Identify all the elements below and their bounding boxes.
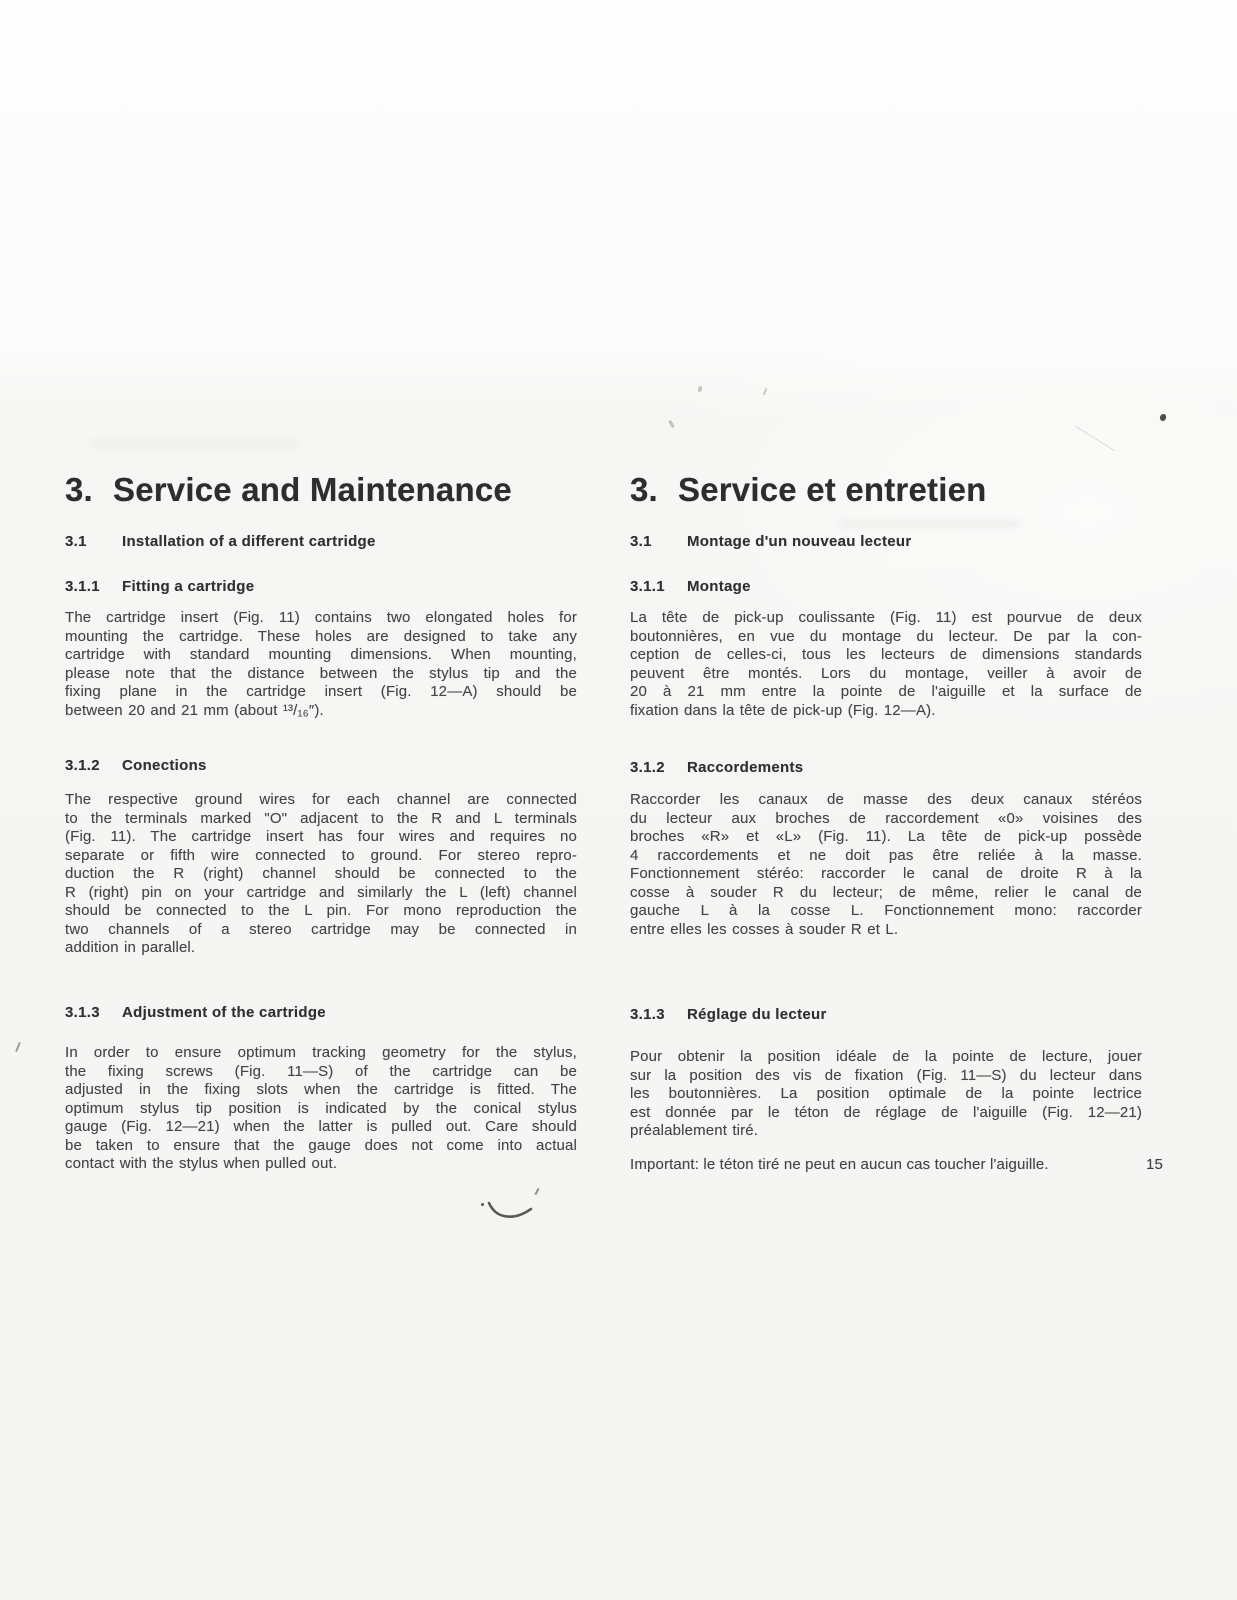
text-line: cosse à souder R du lecteur; de même, relier le canal de xyxy=(630,883,1142,901)
text-line: the fixing screws (Fig. 11—S) of the cartridge can be xyxy=(65,1062,577,1080)
important-note-row xyxy=(630,1156,1163,1173)
scan-speck xyxy=(668,420,675,428)
page-title-english xyxy=(65,471,512,509)
text-line: 4 raccordements et ne doit pas être reliée à la masse. xyxy=(630,846,1142,864)
section-number: 3.1.1 xyxy=(65,578,100,595)
text-line: gauche L à la cosse L. Fonctionnement mono: raccorder xyxy=(630,902,1142,919)
text-line: two channels of a stereo cartridge may be connected in xyxy=(65,920,577,938)
ink-fleck xyxy=(534,1188,539,1195)
section-title: Installation of a different cartridge xyxy=(122,533,376,550)
scan-speck xyxy=(763,388,768,395)
page-number: 15 xyxy=(1146,1156,1163,1173)
text-line: The respective ground wires for each channel are connected xyxy=(65,791,577,808)
section-heading-en-3-1-3 xyxy=(65,1004,326,1021)
section-number: 3.1.3 xyxy=(630,1006,665,1023)
text-line: broches «R» et «L» (Fig. 11). La tête de pick-up possède xyxy=(630,828,1142,845)
text-line: fixation dans la tête de pick-up (Fig. 12—A). xyxy=(630,701,936,719)
section-title: Montage xyxy=(687,578,751,595)
text-line: adjusted in the fixing slots when the cartridge is fitted. The xyxy=(65,1081,577,1098)
text-line: Pour obtenir la position idéale de la pointe de lecture, jouer xyxy=(630,1048,1142,1065)
title-text: Service et entretien xyxy=(678,471,987,509)
text-line: separate or fifth wire connected to ground. For stereo repro- xyxy=(65,846,577,864)
text-line: boutonnières, en vue du montage du lecteur. De par la con- xyxy=(630,627,1142,645)
section-title: Fitting a cartridge xyxy=(122,578,255,595)
section-title: Montage d'un nouveau lecteur xyxy=(687,533,912,550)
text-line: contact with the stylus when pulled out. xyxy=(65,1155,338,1172)
title-number: 3. xyxy=(630,471,658,509)
section-title: Réglage du lecteur xyxy=(687,1006,827,1023)
text-line: between 20 and 21 mm (about ¹³/₁₆″). xyxy=(65,701,324,719)
section-heading-fr-3-1-2 xyxy=(630,759,803,776)
text-line: please note that the distance between the stylus tip and the xyxy=(65,664,577,682)
paragraph-en-adjustment xyxy=(65,1044,577,1174)
title-number: 3. xyxy=(65,471,93,509)
text-line: be taken to ensure that the gauge does not come into actual xyxy=(65,1136,577,1154)
text-line: fixing plane in the cartridge insert (Fig. 12—A) should be xyxy=(65,683,577,700)
paragraph-en-fitting-cartridge xyxy=(65,609,577,720)
text-line: addition in parallel. xyxy=(65,939,196,956)
text-line: gauge (Fig. 12—21) when the latter is pulled out. Care should xyxy=(65,1118,577,1135)
important-note-text: Important: le téton tiré ne peut en aucun cas toucher l'aiguille. xyxy=(630,1156,1049,1173)
margin-mark xyxy=(15,1042,21,1052)
paragraph-fr-reglage xyxy=(630,1048,1142,1141)
section-number: 3.1.3 xyxy=(65,1004,100,1021)
text-line: The cartridge insert (Fig. 11) contains two elongated holes for xyxy=(65,609,577,626)
paragraph-en-connections xyxy=(65,791,577,958)
text-line: sur la position des vis de fixation (Fig. 11—S) du lecteur dans xyxy=(630,1066,1142,1084)
section-number: 3.1.2 xyxy=(630,759,665,776)
text-line: préalablement tiré. xyxy=(630,1122,759,1139)
section-number: 3.1.1 xyxy=(630,578,665,595)
section-heading-en-3-1-1 xyxy=(65,578,254,595)
text-line: est donnée par le téton de réglage de l'aiguille (Fig. 12—21) xyxy=(630,1103,1142,1121)
text-line: du lecteur aux broches de raccordement «0» voisines des xyxy=(630,809,1142,827)
section-number: 3.1 xyxy=(65,533,87,550)
paper-crease xyxy=(1075,426,1115,451)
section-number: 3.1 xyxy=(630,533,652,550)
text-line: duction the R (right) channel should be connected to the xyxy=(65,865,577,882)
text-line: (Fig. 11). The cartridge insert has four wires and requires no xyxy=(65,828,577,845)
paper-smudge xyxy=(840,520,1020,528)
section-heading-fr-3-1 xyxy=(630,533,912,550)
section-title: Raccordements xyxy=(687,759,804,776)
text-line: cartridge with standard mounting dimensions. When mounting, xyxy=(65,646,577,663)
text-line: La tête de pick-up coulissante (Fig. 11) est pourvue de deux xyxy=(630,609,1142,626)
section-heading-en-3-1 xyxy=(65,533,376,550)
section-heading-fr-3-1-3 xyxy=(630,1006,827,1023)
text-line: peuvent être montés. Lors du montage, veiller à avoir de xyxy=(630,664,1142,682)
ink-dot xyxy=(1159,413,1166,421)
text-line: Raccorder les canaux de masse des deux canaux stéréos xyxy=(630,791,1142,808)
ink-dot xyxy=(481,1203,484,1206)
paragraph-fr-raccordements xyxy=(630,791,1142,939)
text-line: R (right) pin on your cartridge and similarly the L (left) channel xyxy=(65,883,577,901)
title-text: Service and Maintenance xyxy=(113,471,512,509)
section-heading-en-3-1-2 xyxy=(65,757,207,774)
text-line: ception de celles-ci, tous les lecteurs de dimensions standards xyxy=(630,646,1142,663)
text-line: optimum stylus tip position is indicated by the conical stylus xyxy=(65,1099,577,1117)
text-line: In order to ensure optimum tracking geometry for the stylus, xyxy=(65,1044,577,1061)
text-line: to the terminals marked "O" adjacent to the R and L terminals xyxy=(65,809,577,827)
scan-speck xyxy=(697,386,703,393)
paper-smudge xyxy=(90,440,300,448)
text-line: les boutonnières. La position optimale de la pointe lectrice xyxy=(630,1085,1142,1102)
section-title: Adjustment of the cartridge xyxy=(122,1004,326,1021)
section-title: Conections xyxy=(122,757,207,774)
paragraph-fr-montage xyxy=(630,609,1142,720)
ink-squiggle xyxy=(486,1196,538,1222)
text-line: Fonctionnement stéréo: raccorder le canal de droite R à la xyxy=(630,865,1142,882)
text-line: 20 à 21 mm entre la pointe de l'aiguille et la surface de xyxy=(630,683,1142,700)
page-title-french xyxy=(630,471,986,509)
text-line: entre elles les cosses à souder R et L. xyxy=(630,920,899,938)
section-number: 3.1.2 xyxy=(65,757,100,774)
text-line: should be connected to the L pin. For mono reproduction the xyxy=(65,902,577,919)
text-line: mounting the cartridge. These holes are designed to take any xyxy=(65,627,577,645)
section-heading-fr-3-1-1 xyxy=(630,578,751,595)
